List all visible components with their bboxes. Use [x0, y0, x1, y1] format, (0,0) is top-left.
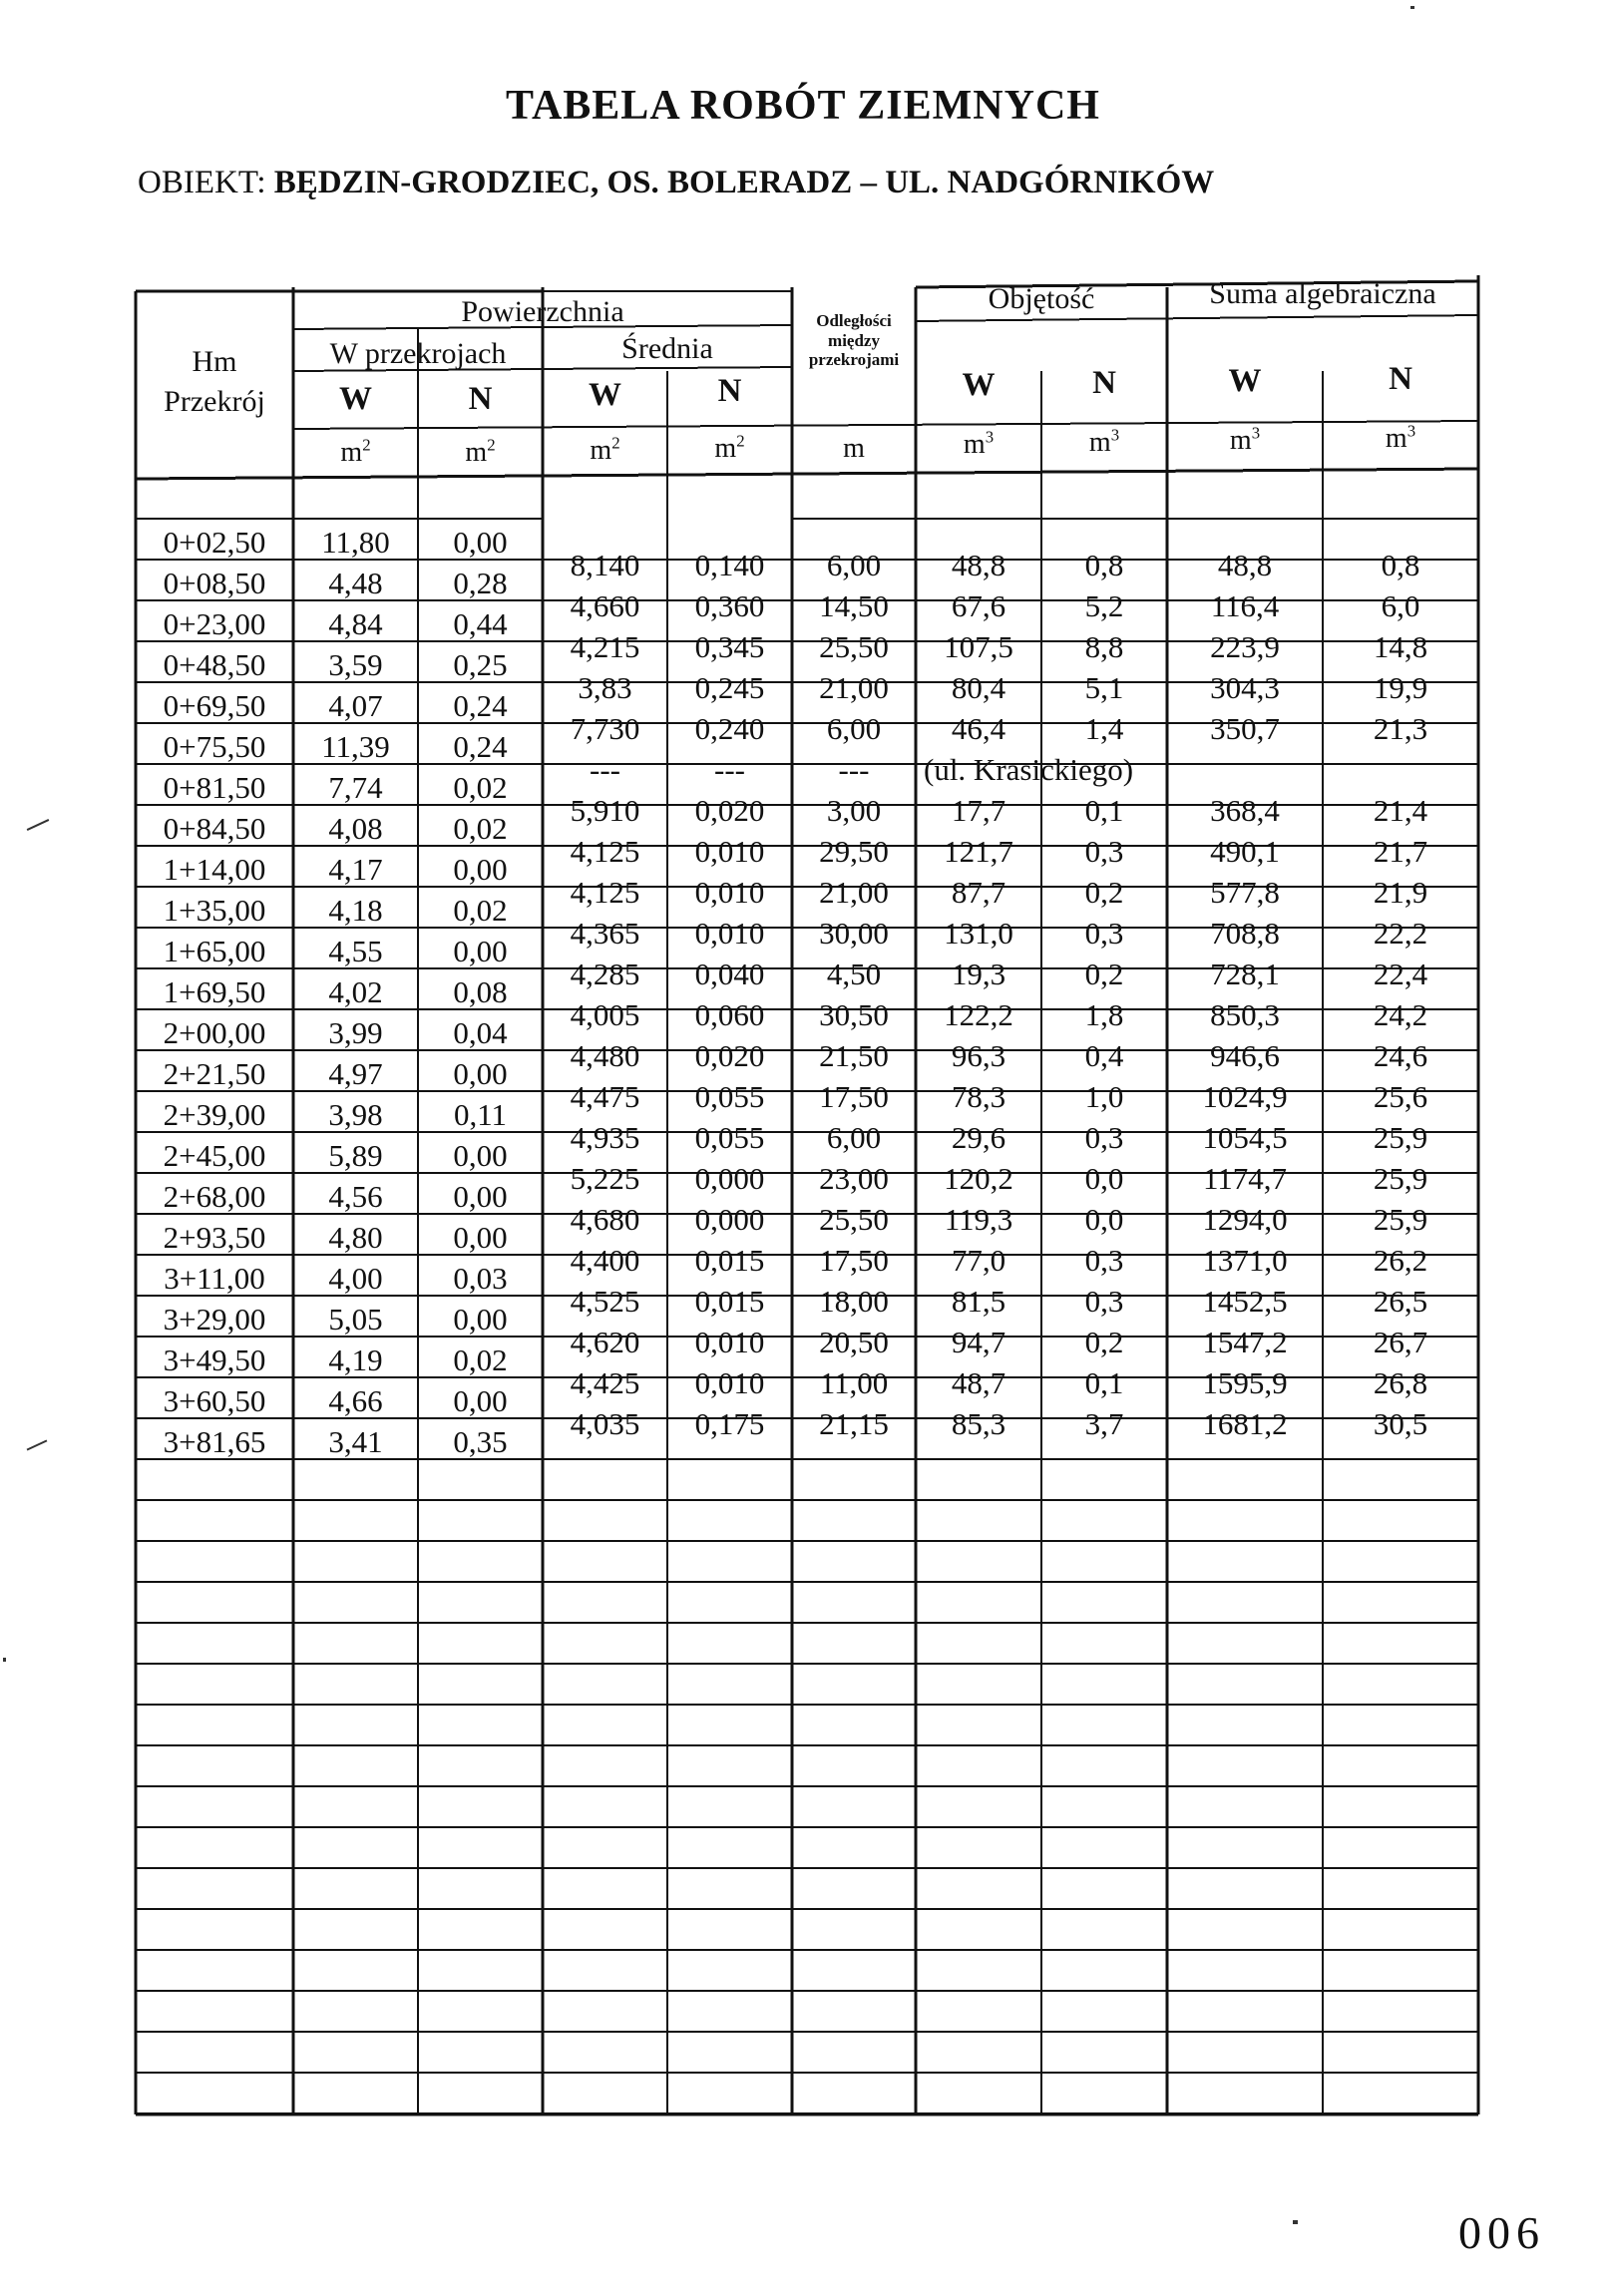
interval-distance: 30,50	[819, 996, 889, 1032]
section-area-n: 0,03	[453, 1261, 508, 1296]
section-area-n: 0,00	[453, 852, 508, 887]
interval-sum-n: 21,4	[1373, 792, 1428, 828]
interval-avg-n: 0,010	[694, 874, 765, 910]
scan-speck	[1410, 6, 1414, 9]
interval-volume-w: 77,0	[951, 1242, 1006, 1278]
interval-avg-w: 7,730	[570, 710, 640, 746]
interval-volume-n: 5,2	[1084, 587, 1124, 623]
section-area-w: 5,05	[328, 1302, 383, 1337]
unit-suma-n: $m^3$	[1385, 421, 1416, 454]
unit-suma-w: $m^3$	[1229, 423, 1261, 456]
interval-distance: 30,00	[819, 915, 889, 951]
interval-volume-w: 119,3	[944, 1201, 1013, 1237]
document-title: TABELA ROBÓT ZIEMNYCH	[506, 83, 1100, 129]
interval-avg-w: 4,425	[570, 1364, 640, 1400]
interval-sum-n: 22,2	[1373, 915, 1428, 951]
interval-avg-w: 4,935	[570, 1119, 640, 1155]
section-hm: 2+93,50	[163, 1220, 266, 1255]
interval-volume-w: 29,6	[951, 1119, 1006, 1155]
interval-avg-n: 0,010	[694, 833, 765, 869]
interval-avg-w: 4,400	[570, 1242, 640, 1278]
header-suma-n: N	[1389, 361, 1412, 397]
interval-volume-w: 46,4	[951, 710, 1006, 746]
interval-distance: 6,00	[826, 710, 882, 746]
interval-volume-n: 0,3	[1084, 833, 1124, 869]
section-area-w: 5,89	[328, 1138, 383, 1173]
section-area-w: 3,59	[328, 647, 383, 682]
interval-sum-n: 25,9	[1373, 1201, 1428, 1237]
header-suma-w: W	[1228, 363, 1262, 399]
section-hm: 2+45,00	[163, 1138, 266, 1173]
section-area-n: 0,00	[453, 1220, 508, 1255]
section-area-w: 4,00	[328, 1261, 383, 1296]
interval-volume-n: 0,3	[1084, 1119, 1124, 1155]
interval-volume-n: 0,0	[1084, 1160, 1124, 1196]
interval-note: (ul. Krasickiego)	[924, 751, 1134, 787]
interval-sum-w: 1681,2	[1202, 1405, 1288, 1441]
section-hm: 3+29,00	[163, 1302, 266, 1337]
interval-volume-w: 94,7	[951, 1324, 1006, 1359]
section-area-w: 3,98	[328, 1097, 383, 1132]
interval-avg-n: 0,360	[694, 587, 765, 623]
unit-srednia-w: $m^2$	[590, 433, 620, 466]
interval-sum-w: 577,8	[1210, 874, 1280, 910]
section-area-w: 4,97	[328, 1056, 383, 1091]
section-area-w: 4,80	[328, 1220, 383, 1255]
interval-sum-w: 850,3	[1210, 996, 1280, 1032]
interval-volume-w: 120,2	[944, 1160, 1013, 1196]
object-name: BĘDZIN-GRODZIEC, OS. BOLERADZ – UL. NADGÓRNIKÓW	[273, 165, 1215, 200]
interval-distance: 23,00	[819, 1160, 889, 1196]
interval-volume-n: 0,1	[1084, 1364, 1124, 1400]
section-hm: 2+00,00	[163, 1015, 266, 1050]
interval-sum-w: 304,3	[1210, 669, 1280, 705]
interval-sum-w: 350,7	[1210, 710, 1280, 746]
interval-volume-w: 96,3	[951, 1037, 1006, 1073]
interval-volume-n: 1,8	[1084, 996, 1124, 1032]
interval-volume-n: 1,4	[1084, 710, 1124, 746]
interval-sum-n: 26,2	[1373, 1242, 1428, 1278]
interval-avg-w: 4,525	[570, 1283, 640, 1319]
interval-avg-w: 4,365	[570, 915, 640, 951]
section-area-w: 3,41	[328, 1424, 383, 1459]
section-area-w: 4,02	[328, 974, 383, 1009]
interval-volume-n: 0,0	[1084, 1201, 1124, 1237]
interval-avg-n: 0,020	[694, 1037, 765, 1073]
interval-avg-n: 0,040	[694, 956, 765, 991]
interval-avg-w: 4,285	[570, 956, 640, 991]
section-area-n: 0,00	[453, 1383, 508, 1418]
interval-avg-n: 0,010	[694, 915, 765, 951]
interval-avg-n: 0,010	[694, 1324, 765, 1359]
interval-avg-n: 0,055	[694, 1078, 765, 1114]
interval-avg-w: 4,125	[570, 833, 640, 869]
interval-distance: 25,50	[819, 628, 889, 664]
interval-distance: 21,00	[819, 874, 889, 910]
object-label: OBIEKT:	[138, 165, 266, 200]
interval-sum-n: 0,8	[1381, 547, 1420, 582]
section-area-n: 0,04	[453, 1015, 508, 1050]
scan-speck	[3, 1658, 6, 1662]
interval-avg-n: 0,000	[694, 1201, 765, 1237]
unit-objetosc-w: $m^3$	[963, 427, 995, 460]
section-area-n: 0,00	[453, 1138, 508, 1173]
interval-volume-w: 67,6	[951, 587, 1006, 623]
section-area-w: 4,07	[328, 688, 383, 723]
section-hm: 0+48,50	[163, 647, 266, 682]
header-hm: Hm	[192, 345, 237, 378]
interval-sum-w: 1452,5	[1202, 1283, 1288, 1319]
interval-avg-n: 0,345	[694, 628, 765, 664]
scan-speck	[1293, 2220, 1298, 2224]
section-area-w: 3,99	[328, 1015, 383, 1050]
interval-sum-w: 728,1	[1210, 956, 1280, 991]
interval-avg-w: 4,660	[570, 587, 640, 623]
interval-volume-n: 0,2	[1084, 956, 1124, 991]
grid-line	[916, 315, 1478, 321]
interval-distance: 6,00	[826, 1119, 882, 1155]
interval-distance: 29,50	[819, 833, 889, 869]
section-area-n: 0,25	[453, 647, 508, 682]
header-objetosc: Objętość	[988, 282, 1095, 315]
interval-sum-n: 26,5	[1373, 1283, 1428, 1319]
interval-distance: 20,50	[819, 1324, 889, 1359]
interval-volume-n: 0,3	[1084, 915, 1124, 951]
interval-avg-n: 0,240	[694, 710, 765, 746]
header-objetosc-w: W	[962, 367, 996, 403]
section-area-w: 4,55	[328, 934, 383, 968]
interval-sum-w: 1174,7	[1202, 1160, 1288, 1196]
interval-distance: 21,50	[819, 1037, 889, 1073]
section-area-n: 0,02	[453, 893, 508, 928]
section-area-w: 4,17	[328, 852, 383, 887]
section-area-n: 0,00	[453, 525, 508, 560]
section-area-n: 0,11	[453, 1097, 508, 1132]
section-hm: 1+69,50	[163, 974, 266, 1009]
section-hm: 1+65,00	[163, 934, 266, 968]
interval-volume-w: 121,7	[944, 833, 1013, 869]
interval-volume-w: 80,4	[951, 669, 1006, 705]
interval-distance: 14,50	[819, 587, 889, 623]
interval-sum-n: 21,3	[1373, 710, 1428, 746]
interval-sum-w: 1294,0	[1202, 1201, 1288, 1237]
interval-sum-w: 1595,9	[1202, 1364, 1288, 1400]
grid-line	[136, 469, 1478, 479]
section-hm: 0+75,50	[163, 729, 266, 764]
interval-sum-w: 946,6	[1210, 1037, 1280, 1073]
section-hm: 0+23,00	[163, 606, 266, 641]
interval-sum-n: 26,7	[1373, 1324, 1428, 1359]
interval-avg-n: 0,175	[694, 1405, 765, 1441]
interval-avg-n: 0,055	[694, 1119, 765, 1155]
interval-avg-w: 4,125	[570, 874, 640, 910]
interval-volume-w: 85,3	[951, 1405, 1006, 1441]
interval-avg-w: 4,475	[570, 1078, 640, 1114]
interval-avg-w: 5,225	[570, 1160, 640, 1196]
interval-avg-w: 4,005	[570, 996, 640, 1032]
section-area-n: 0,02	[453, 1342, 508, 1377]
interval-volume-n: 0,2	[1084, 1324, 1124, 1359]
header-przekroj: Przekrój	[164, 385, 265, 418]
interval-sum-n: 25,9	[1373, 1119, 1428, 1155]
section-hm: 3+81,65	[163, 1424, 266, 1459]
section-hm: 0+02,50	[163, 525, 266, 560]
interval-volume-w: 107,5	[944, 628, 1013, 664]
section-hm: 3+11,00	[164, 1261, 265, 1296]
header-srednia-n: N	[717, 373, 742, 409]
header-powierzchnia: Powierzchnia	[461, 295, 624, 328]
section-area-n: 0,02	[453, 770, 508, 805]
interval-avg-w: 5,910	[570, 792, 640, 828]
interval-avg-n: ---	[714, 751, 745, 787]
interval-volume-w: 87,7	[951, 874, 1006, 910]
section-area-n: 0,02	[453, 811, 508, 846]
section-hm: 3+49,50	[163, 1342, 266, 1377]
interval-distance: 21,15	[819, 1405, 889, 1441]
section-hm: 3+60,50	[163, 1383, 266, 1418]
section-hm: 2+21,50	[163, 1056, 266, 1091]
section-hm: 0+69,50	[163, 688, 266, 723]
interval-volume-n: 0,3	[1084, 1283, 1124, 1319]
section-area-n: 0,35	[453, 1424, 508, 1459]
interval-sum-n: 26,8	[1373, 1364, 1428, 1400]
interval-avg-w: 4,480	[570, 1037, 640, 1073]
interval-avg-n: 0,140	[694, 547, 765, 582]
section-area-w: 4,19	[328, 1342, 383, 1377]
interval-volume-w: 122,2	[944, 996, 1013, 1032]
header-przekroje-w: W	[339, 381, 372, 417]
interval-distance: 17,50	[819, 1242, 889, 1278]
interval-volume-n: 5,1	[1084, 669, 1124, 705]
interval-volume-w: 131,0	[944, 915, 1013, 951]
section-area-n: 0,24	[453, 729, 508, 764]
header-srednia-w: W	[589, 377, 621, 413]
section-area-n: 0,00	[453, 1179, 508, 1214]
unit-srednia-n: $m^2$	[714, 431, 745, 464]
unit-przekroje-w: $m^2$	[340, 435, 371, 468]
interval-sum-w: 1054,5	[1202, 1119, 1288, 1155]
interval-distance: ---	[838, 751, 870, 787]
interval-volume-n: 0,1	[1084, 792, 1124, 828]
interval-avg-w: 3,83	[578, 669, 632, 705]
interval-distance: 6,00	[826, 547, 882, 582]
interval-volume-n: 0,8	[1084, 547, 1124, 582]
interval-sum-n: 6,0	[1381, 587, 1420, 623]
interval-avg-n: 0,000	[694, 1160, 765, 1196]
section-area-w: 4,56	[328, 1179, 383, 1214]
interval-sum-n: 25,9	[1373, 1160, 1428, 1196]
interval-volume-n: 1,0	[1084, 1078, 1124, 1114]
interval-avg-w: 8,140	[570, 547, 640, 582]
interval-volume-w: 78,3	[951, 1078, 1006, 1114]
header-przekroje-n: N	[468, 381, 493, 417]
interval-sum-w: 368,4	[1210, 792, 1280, 828]
interval-avg-w: 4,680	[570, 1201, 640, 1237]
section-hm: 0+81,50	[163, 770, 266, 805]
interval-volume-n: 3,7	[1084, 1405, 1124, 1441]
section-area-n: 0,00	[453, 1056, 508, 1091]
interval-volume-w: 48,7	[951, 1364, 1006, 1400]
header-w-przekrojach: W przekrojach	[329, 337, 507, 370]
section-area-n: 0,24	[453, 688, 508, 723]
interval-volume-n: 0,3	[1084, 1242, 1124, 1278]
header-odleglosci: Odległości między przekrojami	[808, 311, 900, 370]
interval-sum-w: 48,8	[1217, 547, 1273, 582]
page-number: 006	[1458, 2207, 1545, 2258]
interval-avg-n: 0,060	[694, 996, 765, 1032]
interval-sum-n: 14,8	[1373, 628, 1428, 664]
interval-avg-n: 0,020	[694, 792, 765, 828]
section-area-n: 0,44	[453, 606, 508, 641]
section-area-n: 0,00	[453, 934, 508, 968]
header-srednia: Średnia	[621, 332, 713, 365]
section-hm: 1+35,00	[163, 893, 266, 928]
section-hm: 2+68,00	[163, 1179, 266, 1214]
unit-przekroje-n: $m^2$	[465, 435, 496, 468]
interval-sum-w: 1024,9	[1202, 1078, 1288, 1114]
interval-avg-w: 4,035	[570, 1405, 640, 1441]
interval-volume-n: 0,2	[1084, 874, 1124, 910]
section-area-w: 11,80	[321, 525, 390, 560]
interval-sum-w: 1547,2	[1202, 1324, 1288, 1359]
section-hm: 2+39,00	[163, 1097, 266, 1132]
interval-sum-w: 223,9	[1210, 628, 1280, 664]
section-hm: 0+08,50	[163, 566, 266, 600]
interval-distance: 21,00	[819, 669, 889, 705]
interval-sum-w: 708,8	[1210, 915, 1280, 951]
interval-volume-n: 0,4	[1084, 1037, 1124, 1073]
interval-volume-w: 48,8	[951, 547, 1006, 582]
section-area-w: 4,84	[328, 606, 383, 641]
unit-objetosc-n: $m^3$	[1088, 425, 1120, 458]
interval-sum-w: 1371,0	[1202, 1242, 1288, 1278]
interval-volume-w: 81,5	[951, 1283, 1006, 1319]
interval-avg-n: 0,015	[694, 1283, 765, 1319]
interval-distance: 3,00	[826, 792, 882, 828]
interval-sum-n: 24,2	[1373, 996, 1428, 1032]
interval-sum-n: 19,9	[1373, 669, 1428, 705]
interval-volume-w: 17,7	[951, 792, 1006, 828]
interval-sum-n: 21,7	[1373, 833, 1428, 869]
interval-sum-n: 24,6	[1373, 1037, 1428, 1073]
section-area-w: 11,39	[321, 729, 390, 764]
interval-sum-n: 25,6	[1373, 1078, 1428, 1114]
section-area-n: 0,08	[453, 974, 508, 1009]
interval-avg-w: ---	[590, 751, 620, 787]
section-hm: 0+84,50	[163, 811, 266, 846]
interval-distance: 17,50	[819, 1078, 889, 1114]
interval-sum-n: 21,9	[1373, 874, 1428, 910]
interval-avg-n: 0,015	[694, 1242, 765, 1278]
interval-avg-n: 0,010	[694, 1364, 765, 1400]
interval-distance: 4,50	[826, 956, 882, 991]
unit-odleglosci: m	[843, 433, 865, 464]
interval-avg-w: 4,620	[570, 1324, 640, 1359]
interval-sum-w: 490,1	[1210, 833, 1280, 869]
interval-distance: 11,00	[819, 1364, 889, 1400]
section-area-w: 4,08	[328, 811, 383, 846]
interval-sum-n: 30,5	[1373, 1405, 1428, 1441]
interval-avg-n: 0,245	[694, 669, 765, 705]
header-objetosc-n: N	[1092, 365, 1116, 401]
section-area-w: 4,48	[328, 566, 383, 600]
header-suma: Suma algebraiczna	[1209, 277, 1436, 310]
interval-distance: 18,00	[819, 1283, 889, 1319]
interval-sum-n: 22,4	[1373, 956, 1428, 991]
section-hm: 1+14,00	[163, 852, 266, 887]
section-area-n: 0,28	[453, 566, 508, 600]
interval-distance: 25,50	[819, 1201, 889, 1237]
section-area-w: 4,66	[328, 1383, 383, 1418]
section-area-w: 4,18	[328, 893, 383, 928]
section-area-w: 7,74	[328, 770, 383, 805]
section-area-n: 0,00	[453, 1302, 508, 1337]
interval-avg-w: 4,215	[570, 628, 640, 664]
interval-volume-n: 8,8	[1084, 628, 1124, 664]
interval-volume-w: 19,3	[951, 956, 1006, 991]
interval-sum-w: 116,4	[1210, 587, 1280, 623]
